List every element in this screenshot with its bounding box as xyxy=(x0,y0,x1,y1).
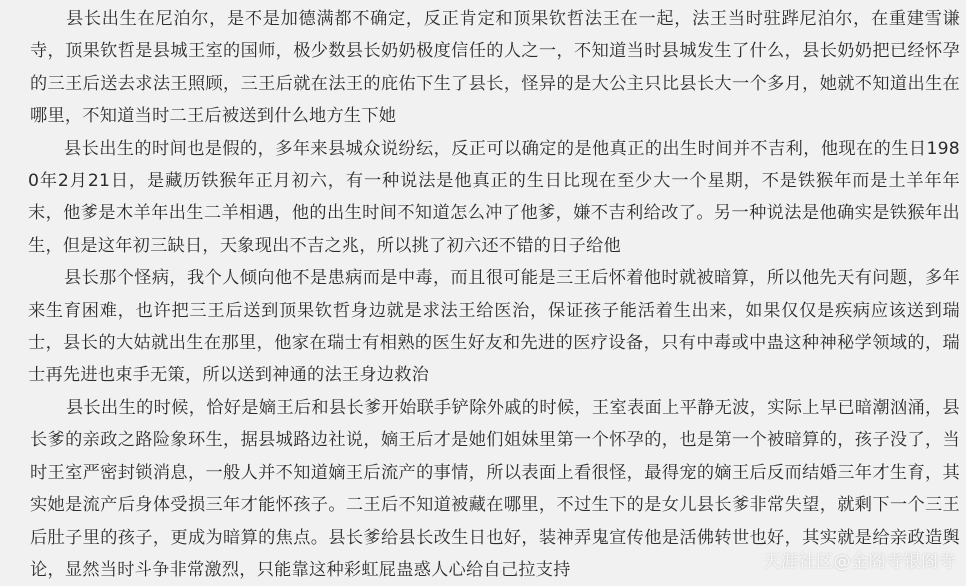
article-body xyxy=(0,3,962,586)
paragraph-birthplace: 县长出生在尼泊尔，是不是加德满都不确定，反正肯定和顶果钦哲法王在一起，法王当时驻跸尼泊尔，在重建雪谦寺，顶果钦哲是县城王室的国师，极少数县长奶奶极度信任的人之一，不知道当时县城发生了什么，县长奶奶把已经怀孕的三王后送去求法王照顾，三王后就在法王的庇佑下生了县长，怪异的是大公主只比县长大一个多月，她就不知道出生在哪里，不知道当时二王后被送到什么地方生下她 xyxy=(30,9,960,127)
paragraph-illness: 县长那个怪病，我个人倾向他不是患病而是中毒，而且很可能是三王后怀着他时就被暗算，所以他先天有问题，多年来生育困难，也许把三王后送到顶果钦哲身边就是求法王给医治，保证孩子能活着生出来，如果仅仅是疾病应该送到瑞士，县长的大姑就出生在那里，他家在瑞士有相熟的医生好友和先进的医疗设备，只有中毒或中蛊这种神秘学领域的，瑞士再先进也束手无策，所以送到神通的法王身边救治 xyxy=(28,268,960,386)
paragraph-court-intrigue: 县长出生的时候，恰好是嫡王后和县长爹开始联手铲除外戚的时候，王室表面上平静无波，实际上早已暗潮汹涌，县长爹的亲政之路险象环生，据县城路边社说，嫡王后才是她们姐妹里第一个怀孕的，也是第一个被暗算的，孩子没了，当时王室严密封锁消息，一般人并不知道嫡王后流产的事情，所以表面上看很怪，最得宠的嫡王后反而结婚三年才生育，其实她是流产后身体受损三年才能怀孩子。二王后不知道被藏在哪里，不过生下的是女儿县长爹非常失望，就剩下一个三王后肚子里的孩子，更成为暗算的焦点。县长爹给县长改生日也好，装神弄鬼宣传他是活佛转世也好，其实就是给亲政造舆论，显然当时斗争非常激烈，只能靠这种彩虹屁蛊惑人心给自己拉支持 xyxy=(30,397,960,580)
paragraph-birthdate: 县长出生的时间也是假的，多年来县城众说纷纭，反正可以确定的是他真正的出生时间并不吉利，他现在的生日1980年2月21日，是藏历铁猴年正月初六，有一种说法是他真正的生日比现在至少大一个星期，不是铁猴年而是土羊年年末，他爹是木羊年出生二羊相遇，他的出生时间不知道怎么冲了他爹，嫌不吉利给改了。另一种说法是他确实是铁猴年出生，但是这年初三缺日，天象现出不吉之兆，所以挑了初六还不错的日子给他 xyxy=(28,138,960,256)
watermark: 天涯社区@金阁寺银阁寺 xyxy=(763,552,956,572)
